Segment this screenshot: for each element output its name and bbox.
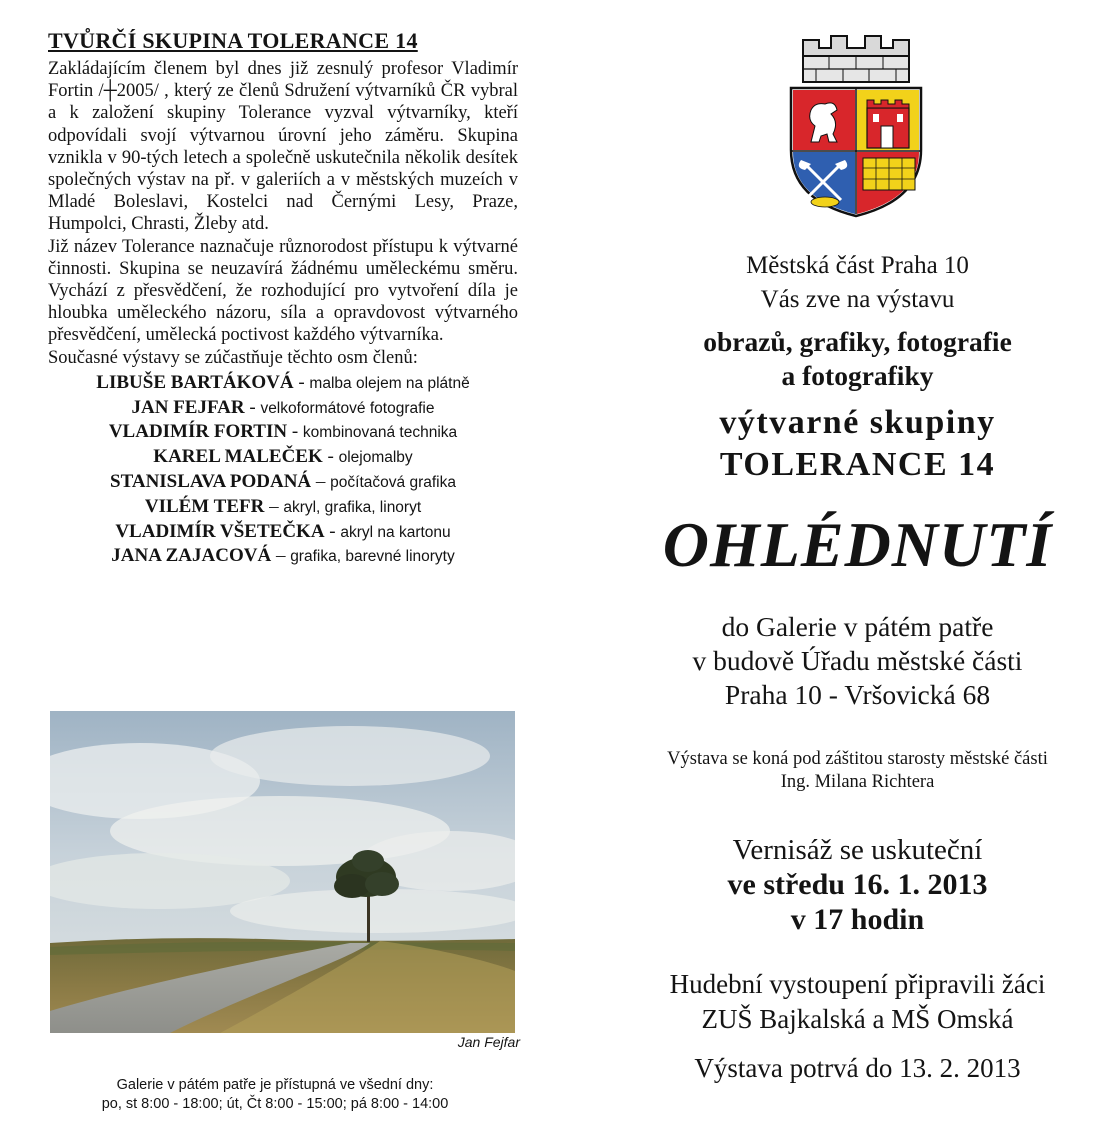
invite-line-1: Městská část Praha 10 [746, 252, 969, 279]
member-technique: grafika, barevné linoryty [290, 548, 455, 566]
venue-line-2: v budově Úřadu městské části [692, 645, 1023, 676]
member-name: JANA ZAJACOVÁ [111, 545, 272, 567]
member-technique: akryl na kartonu [340, 523, 451, 541]
patronage-line-2: Ing. Milana Richtera [780, 772, 935, 792]
member-item [48, 445, 518, 470]
patronage-line-1: Výstava se koná pod záštitou starosty městské části [667, 749, 1048, 769]
member-technique: kombinovaná technika [302, 424, 458, 442]
member-item [48, 371, 518, 396]
landscape-image [50, 711, 515, 1033]
hours-line-1: Galerie v pátém patře je přístupná ve všední dny: [116, 1077, 434, 1093]
landscape-photo [50, 711, 515, 1033]
member-name: JAN FEJFAR [131, 396, 245, 418]
member-separator: - [287, 421, 303, 443]
member-name: VLADIMÍR FORTIN [108, 421, 288, 443]
member-technique: velkoformátové fotografie [260, 399, 435, 417]
group-line-2: TOLERANCE 14 [719, 446, 996, 483]
vernissage-time: v 17 hodin [790, 903, 925, 936]
intro-paragraph: Zakládajícím členem byl dnes již zesnulý profesor Vladimír Fortin /┼2005/ , který ze členů Sdružení výtvarníků ČR vybral a k založení skupiny Tolerance vyzval výtvarníky, kteří odpovídali svojí výtvarnou úrovní jeho záměru. Skupina vznikla v 90-tých letech a společně uskutečnila několik desítek společných výstav na př. v galeriích a v městských muzeích v Mladé Boleslavi, Kostelci nad Černými Lesy, Praze, Humpolci, Chrasti, Žleby atd. [48, 59, 518, 235]
music-line-1: Hudební vystoupení připravili žáci [669, 969, 1046, 999]
group-line-1: výtvarné skupiny [719, 404, 996, 441]
member-item [48, 520, 518, 545]
exhibition-title: OHLÉDNUTÍ [662, 509, 1053, 580]
member-list [48, 371, 518, 569]
member-item [48, 495, 518, 520]
hours-line-2: po, st 8:00 - 18:00; út, Čt 8:00 - 15:00; pá 8:00 - 14:00 [101, 1096, 449, 1112]
member-separator: – [311, 471, 331, 493]
exhibit-type-line-2: a fotografiky [781, 360, 934, 391]
member-name: KAREL MALEČEK [153, 446, 323, 468]
member-separator: - [244, 396, 261, 418]
member-name: VILÉM TEFR [144, 495, 265, 517]
exhibit-type-line-1: obrazů, grafiky, fotografie [703, 326, 1012, 357]
member-name: LIBUŠE BARTÁKOVÁ [96, 371, 294, 393]
member-technique: počítačová grafika [330, 474, 456, 492]
member-technique: olejomalby [338, 449, 413, 467]
vernissage-date: ve středu 16. 1. 2013 [727, 868, 988, 901]
member-item [48, 420, 518, 445]
tolerance-paragraph: Již název Tolerance naznačuje různorodost přístupu k výtvarné činnosti. Skupina se neuzavírá žádnému uměleckému směru. Vychází z přesvědčení, že rozhodující pro vytvoření díla je hloubka uměleckého názoru, síla a opravdovost výtvarného přesvědčení, umělecká poctivost každého výtvarníka. [48, 236, 518, 346]
member-item [48, 470, 518, 495]
members-intro: Současné výstavy se zúčastňuje těchto osm členů: [48, 347, 418, 368]
member-separator: – [271, 545, 291, 567]
member-separator: - [293, 371, 310, 393]
member-name: VLADIMÍR VŠETEČKA [115, 520, 325, 542]
invite-line-2: Vás zve na výstavu [760, 286, 955, 313]
vernissage-line-1: Vernisáž se uskuteční [732, 834, 983, 866]
member-technique: akryl, grafika, linoryt [283, 498, 422, 516]
venue-line-1: do Galerie v pátém patře [721, 611, 994, 642]
member-name: STANISLAVA PODANÁ [110, 471, 312, 493]
venue-line-3: Praha 10 - Vršovická 68 [724, 679, 991, 710]
member-item [48, 396, 518, 421]
member-separator: - [324, 520, 341, 542]
coat-of-arms-icon [781, 30, 931, 220]
opening-hours [40, 1076, 510, 1114]
photo-caption: Jan Fejfar [457, 1034, 520, 1050]
group-title: TVŮRČÍ SKUPINA TOLERANCE 14 [48, 28, 418, 53]
member-technique: malba olejem na plátně [309, 374, 470, 392]
music-line-2: ZUŠ Bajkalská a MŠ Omská [701, 1004, 1014, 1034]
exhibition-end-date: Výstava potrvá do 13. 2. 2013 [694, 1053, 1021, 1083]
member-item [48, 544, 518, 569]
member-separator: - [322, 446, 339, 468]
left-column [48, 28, 518, 569]
member-separator: – [264, 495, 284, 517]
